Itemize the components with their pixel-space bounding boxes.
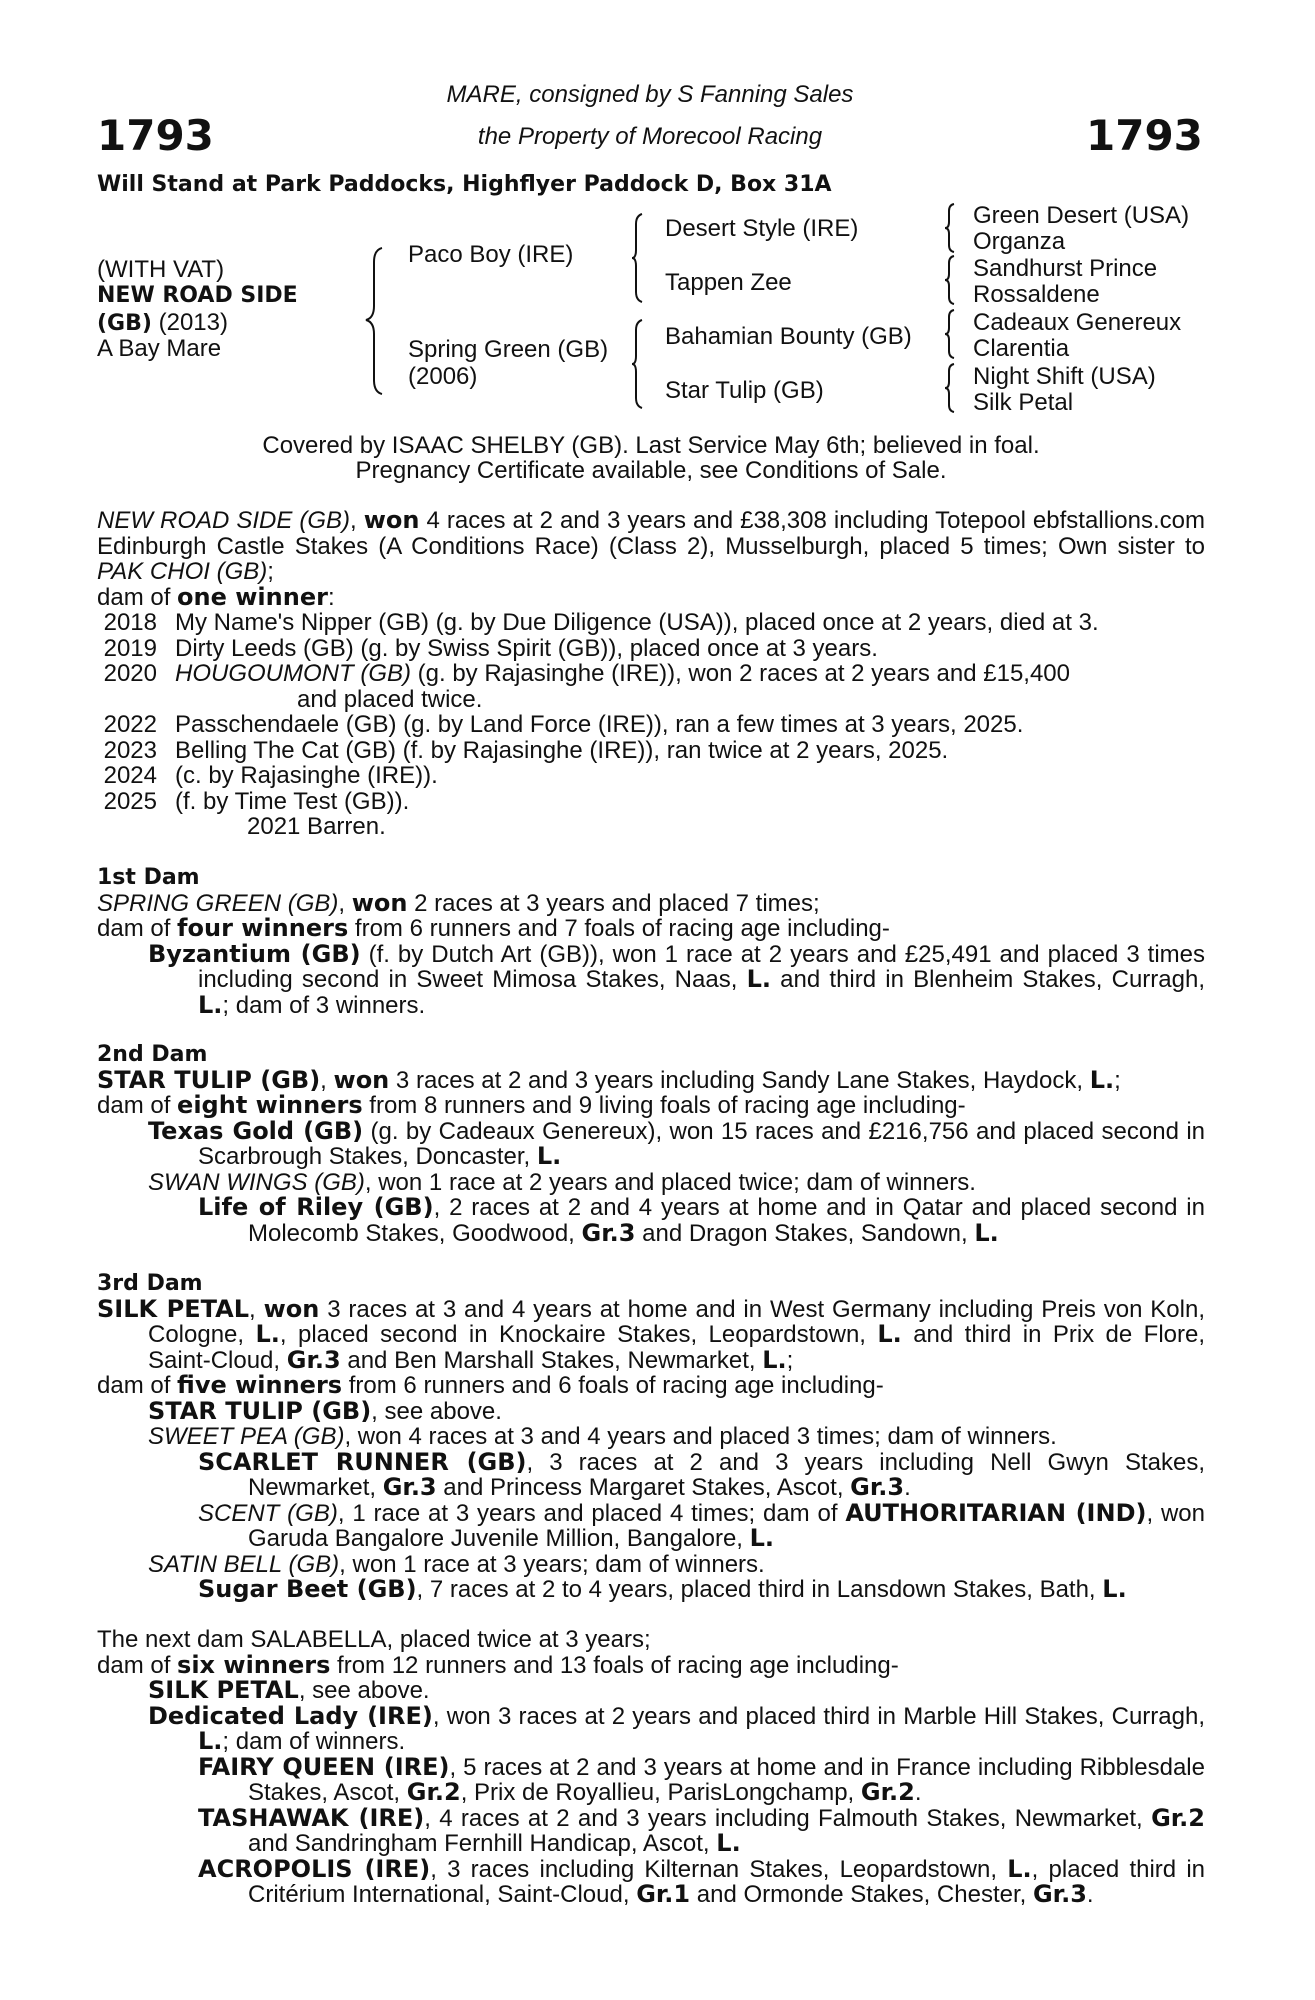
group-mark: Gr.1 [636,1880,691,1908]
third-dam-progeny-6 [97,1577,1205,1603]
intro-section [97,508,1205,585]
third-dam-progeny-3 [97,1447,1205,1501]
second-dam-produce [97,1093,1205,1119]
pedigree-sd: Tappen Zee [665,269,792,296]
progeny-text: . [1086,1881,1094,1908]
progeny-name: Texas Gold (GB) [148,1116,364,1145]
next-dam-progeny-5 [97,1854,1206,1908]
second-dam-won: won [333,1065,390,1094]
listed-mark: L. [762,1345,787,1374]
pedigree-sss: Green Desert (USA) [973,202,1190,229]
third-dam-progeny-1 [97,1396,1205,1425]
record-text: and third in Prix de Flore, Saint-Cloud, [148,1321,1206,1374]
produce-year: 2023 [103,736,157,764]
consignor-line: MARE, consigned by S Fanning Sales [446,81,854,108]
dam-of-label: dam of [97,1092,178,1119]
progeny-text: (g. by Cadeaux Genereux), won 15 races and £216,756 and placed second in Scarbrough Stakes, Doncaster, [198,1117,1205,1170]
listed-mark: L. [877,1320,902,1348]
produce-name: HOUGOUMONT (GB) [175,660,411,687]
produce-row [97,661,1207,687]
progeny-name: Dedicated Lady (IRE) [148,1701,433,1730]
first-dam-section [97,865,1205,1018]
progeny-name: SCENT (GB) [198,1499,338,1527]
next-dam-progeny-1 [97,1678,1205,1704]
first-dam-winners: four winners [177,914,349,942]
second-dam-name: STAR TULIP (GB) [97,1065,321,1094]
dam-of-label: dam of [97,1372,178,1399]
first-dam-heading: 1st Dam [97,865,200,890]
next-dam-progeny-4 [97,1803,1205,1857]
next-dam-progeny-3 [97,1752,1205,1806]
listed-mark: L. [198,1727,223,1755]
group-mark: Gr.3 [581,1218,636,1247]
pedigree-dsd: Clarentia [973,335,1070,362]
produce-year: 2020 [103,660,157,687]
produce-text: My Name's Nipper (GB) (g. by Due Diligence (USA)), placed once at 2 years, died at 3. [175,609,1099,636]
horse-name: NEW ROAD SIDE [97,283,298,308]
progeny-text: , 7 races at 2 to 4 years, placed third in Lansdown Stakes, Bath, [416,1576,1096,1603]
produce-text: (f. by Time Test (GB)). [175,787,410,815]
progeny-text: , see above. [298,1677,430,1704]
vat-note: (WITH VAT) [97,256,225,283]
horse-origin: (GB) [97,311,152,336]
progeny-text: , won 3 races at 2 years and placed third in Marble Hill Stakes, Curragh, [432,1702,1205,1730]
progeny-name: FAIRY QUEEN (IRE) [198,1752,450,1781]
third-dam-section [97,1271,1205,1603]
covered-note: Covered by ISAAC SHELBY (GB). Last Service May 6th; believed in foal. [262,432,1040,459]
progeny-text: ; dam of winners. [222,1728,406,1755]
second-dam-heading: 2nd Dam [97,1042,208,1067]
pedigree-sdd: Rossaldene [973,281,1100,308]
progeny-text: . [904,1474,911,1501]
listed-mark: L. [716,1829,741,1857]
third-dam-winners: five winners [177,1371,343,1399]
produce-year: 2022 [103,711,157,738]
produce-row [97,610,1207,636]
intro-end: ; [267,558,274,585]
progeny-text: ; dam of 3 winners. [222,991,426,1019]
third-dam-record: SILK PETAL, won 3 races at 3 and 4 years at home and in West Germany including Preis von Koln, Cologne, L., placed second in Knockaire Stakes, Leopardstown, L. and third in Prix de Flore, Saint-Cloud, Gr.3 and Ben Marshall Stakes, Newmarket, L.; [97,1294,1206,1374]
progeny-text: and Dragon Stakes, Sandown, [635,1219,968,1247]
first-dam-produce [97,916,1205,942]
intro-winners: one winner [177,583,328,611]
pedigree-brace-ds [942,308,958,360]
pedigree-ssd: Organza [973,228,1066,255]
produce-barren: 2021 Barren. [247,813,386,840]
produce-text: Dirty Leeds (GB) (g. by Swiss Spirit (GB)), placed once at 3 years. [175,634,878,662]
pedigree-ddd: Silk Petal [973,389,1074,416]
progeny-text: , 1 race at 3 years and placed 4 times; dam of [337,1499,846,1527]
intro-dam-of-label: dam of [97,584,171,611]
next-dam-produce [97,1650,1205,1679]
progeny-name: SWAN WINGS (GB) [148,1168,365,1196]
produce-year: 2019 [103,634,157,662]
progeny-text: , Prix de Royallieu, ParisLongchamp, [460,1779,855,1806]
first-dam-line: SPRING GREEN (GB), won 2 races at 3 years and placed 7 times; [97,888,820,917]
pedigree-brace-main [360,240,390,400]
record-text: 3 races at 3 and 4 years at home and in West Germany including Preis von Koln, Cologne, [148,1295,1206,1348]
produce-list [97,610,1207,840]
produce-text: (g. by Rajasinghe (IRE)), won 2 races at 2 years and £15,400 [410,660,1070,687]
property-line: the Property of Morecool Racing [477,123,823,150]
next-dam-section [97,1627,1205,1908]
pedigree-ds: Bahamian Bounty (GB) [665,323,912,350]
produce-year: 2018 [103,609,157,636]
listed-mark: L. [198,990,223,1019]
listed-mark: L. [974,1218,999,1247]
second-dam-progeny-3 [97,1195,1205,1246]
intro-colon: : [327,584,335,611]
pedigree-dss: Cadeaux Genereux [973,309,1182,336]
produce-row [97,789,1207,815]
third-dam-name: SILK PETAL [97,1294,250,1323]
progeny-text: , 2 races at 2 and 4 years at home and in Qatar and placed second in Molecomb Stakes, Goodwood, [248,1194,1205,1247]
progeny-name: Sugar Beet (GB) [198,1575,417,1603]
progeny-name: TASHAWAK (IRE) [198,1803,425,1832]
next-dam-tail: from 12 runners and 13 foals of racing age including- [330,1651,899,1679]
intro-dam-of [97,585,335,611]
intro-sister: PAK CHOI (GB) [97,558,268,585]
produce-text: Passchendaele (GB) (g. by Land Force (IRE)), ran a few times at 3 years, 2025. [175,711,1024,738]
produce-year: 2024 [103,762,157,789]
progeny-text: and Princess Margaret Stakes, Ascot, [436,1474,844,1501]
produce-text: (c. by Rajasinghe (IRE)). [175,762,438,789]
progeny-name: SILK PETAL [148,1676,299,1704]
pedigree-brace-dam [628,318,648,410]
progeny-text: , 4 races at 2 and 3 years including Falmouth Stakes, Newmarket, [424,1804,1143,1832]
first-dam-name: SPRING GREEN (GB) [97,889,339,917]
listed-mark: L. [255,1320,280,1348]
group-mark: Gr.3 [286,1345,341,1374]
semi: ; [1114,1066,1121,1094]
third-dam-won: won [263,1294,320,1323]
progeny-name: AUTHORITARIAN (IND) [845,1498,1147,1527]
progeny-text: . [914,1779,922,1806]
group-mark: Gr.3 [382,1473,437,1501]
record-text: and Ben Marshall Stakes, Newmarket, [340,1346,756,1374]
progeny-name: SATIN BELL (GB) [148,1550,340,1578]
pedigree-sds: Sandhurst Prince [973,255,1158,282]
progeny-text: and Ormonde Stakes, Chester, [690,1881,1027,1908]
pedigree-dds: Night Shift (USA) [973,363,1156,390]
dam-of-label: dam of [97,915,178,942]
third-dam-produce [97,1373,1205,1399]
progeny-text: (f. by Dutch Art (GB)), won 1 race at 2 years and £25,491 and placed 3 times including second in Sweet Mimosa Stakes, Naas, [198,940,1206,993]
produce-row [97,738,1207,764]
next-dam-line: The next dam SALABELLA, placed twice at 3 years; [97,1626,651,1653]
second-dam-progeny-2 [97,1170,1205,1196]
progeny-text: , placed third in Critérium International, Saint-Cloud, [248,1855,1206,1908]
progeny-name: SWEET PEA (GB) [148,1423,345,1450]
pedigree-ss: Desert Style (IRE) [665,215,859,242]
progeny-text: , won 1 race at 3 years; dam of winners. [339,1550,765,1578]
listed-mark: L. [1102,1575,1127,1603]
record-text: , placed second in Knockaire Stakes, Leopardstown, [279,1321,866,1348]
produce-row [97,636,1207,662]
next-dam-progeny-2 [97,1701,1205,1755]
listed-mark: L. [746,965,771,993]
intro-paragraph: NEW ROAD SIDE (GB), won 4 races at 2 and 3 years and £38,308 including Totepool ebfstallions.com Edinburgh Castle Stakes (A Conditions Race) (Class 2), Musselburgh, placed 5 times; Own sister to PAK CHOI (GB); [97,506,1205,585]
second-dam-winners: eight winners [177,1091,363,1119]
dam-of-label: dam of [97,1651,178,1679]
third-dam-heading: 3rd Dam [97,1271,203,1296]
listed-mark: L. [1007,1854,1032,1883]
pedigree-brace-sire [628,212,648,304]
horse-origin-year [97,310,228,337]
progeny-text: , 3 races including Kilternan Stakes, Leopardstown, [430,1855,998,1883]
produce-year: 2025 [103,787,157,815]
stand-location: Will Stand at Park Paddocks, Highflyer Paddock D, Box 31A [97,172,832,197]
progeny-name: Life of Riley (GB) [198,1193,434,1221]
produce-row-cont: and placed twice. [297,685,483,713]
third-dam-progeny-5 [97,1552,1205,1578]
pedigree-brace-ss [942,202,958,254]
pregnancy-note: Pregnancy Certificate available, see Conditions of Sale. [355,457,947,484]
pedigree-brace-sd [942,254,958,306]
produce-row [97,712,1207,738]
listed-mark: L. [536,1142,562,1170]
lot-number-right: 1793 [1086,111,1203,160]
group-mark: Gr.2 [860,1778,915,1806]
pedigree-dam-year: (2006) [408,363,478,390]
progeny-name: STAR TULIP (GB) [148,1396,372,1425]
second-dam-section [97,1042,1205,1246]
second-dam-record: 3 races at 2 and 3 years including Sandy Lane Stakes, Haydock, [389,1066,1090,1094]
produce-text: Belling The Cat (GB) (f. by Rajasinghe (IRE)), ran twice at 2 years, 2025. [175,736,949,764]
first-dam-record: 2 races at 3 years and placed 7 times; [407,889,820,917]
intro-record: 4 races at 2 and 3 years and £38,308 including Totepool ebfstallions.com Edinburgh Castle Stakes (A Conditions Race) (Class 2), Musselburgh, placed 5 times; Own sister to [97,507,1205,560]
second-dam-tail: from 8 runners and 9 living foals of racing age including- [362,1092,966,1119]
next-dam-winners: six winners [177,1650,331,1679]
third-dam-progeny-2 [97,1424,1205,1450]
first-dam-won: won [351,888,408,917]
group-mark: Gr.2 [1151,1803,1205,1832]
progeny-text: and third in Blenheim Stakes, Curragh, [771,966,1206,993]
progeny-name: Byzantium (GB) [148,939,361,968]
progeny-name: SCARLET RUNNER (GB) [198,1447,527,1476]
progeny-text: , 5 races at 2 and 3 years at home and in France including Ribblesdale Stakes, Ascot, [248,1753,1205,1806]
progeny-name: ACROPOLIS (IRE) [198,1854,431,1883]
pedigree-brace-dd [942,362,958,414]
second-dam-line: STAR TULIP (GB), won 3 races at 2 and 3 years including Sandy Lane Stakes, Haydock, L.; [97,1065,1121,1094]
progeny-text: , won Garuda Bangalore Juvenile Million, Bangalore, [248,1499,1205,1552]
intro-won: won [363,506,420,534]
progeny-text: and Sandringham Fernhill Handicap, Ascot, [248,1830,710,1857]
group-mark: Gr.3 [1032,1880,1087,1908]
second-dam-progeny-1 [97,1116,1205,1170]
pedigree-dd: Star Tulip (GB) [665,377,824,404]
horse-description: A Bay Mare [97,335,222,362]
progeny-text: , 3 races at 2 and 3 years including Nell Gwyn Stakes, Newmarket, [248,1448,1205,1501]
first-dam-tail: from 6 runners and 7 foals of racing age including- [348,915,890,942]
pedigree-dam-name: Spring Green (GB) [408,336,609,363]
third-dam-progeny-4 [97,1498,1205,1552]
first-dam-progeny-1 [97,939,1206,1019]
third-dam-tail: from 6 runners and 6 foals of racing age including- [342,1372,884,1399]
listed-mark: L. [1089,1065,1115,1094]
listed-mark: L. [749,1524,775,1552]
pedigree-sire: Paco Boy (IRE) [408,241,574,268]
progeny-text: , see above. [371,1397,502,1425]
group-mark: Gr.3 [850,1473,905,1501]
group-mark: Gr.2 [406,1778,461,1806]
semi: ; [786,1346,794,1374]
intro-horse-name: NEW ROAD SIDE (GB) [97,507,351,534]
progeny-text: , won 1 race at 2 years and placed twice; dam of winners. [364,1168,976,1196]
produce-row [97,763,1207,789]
lot-number-left: 1793 [97,111,214,160]
progeny-text: , won 4 races at 3 and 4 years and placed 3 times; dam of winners. [344,1423,1057,1450]
horse-year: (2013) [158,309,228,336]
